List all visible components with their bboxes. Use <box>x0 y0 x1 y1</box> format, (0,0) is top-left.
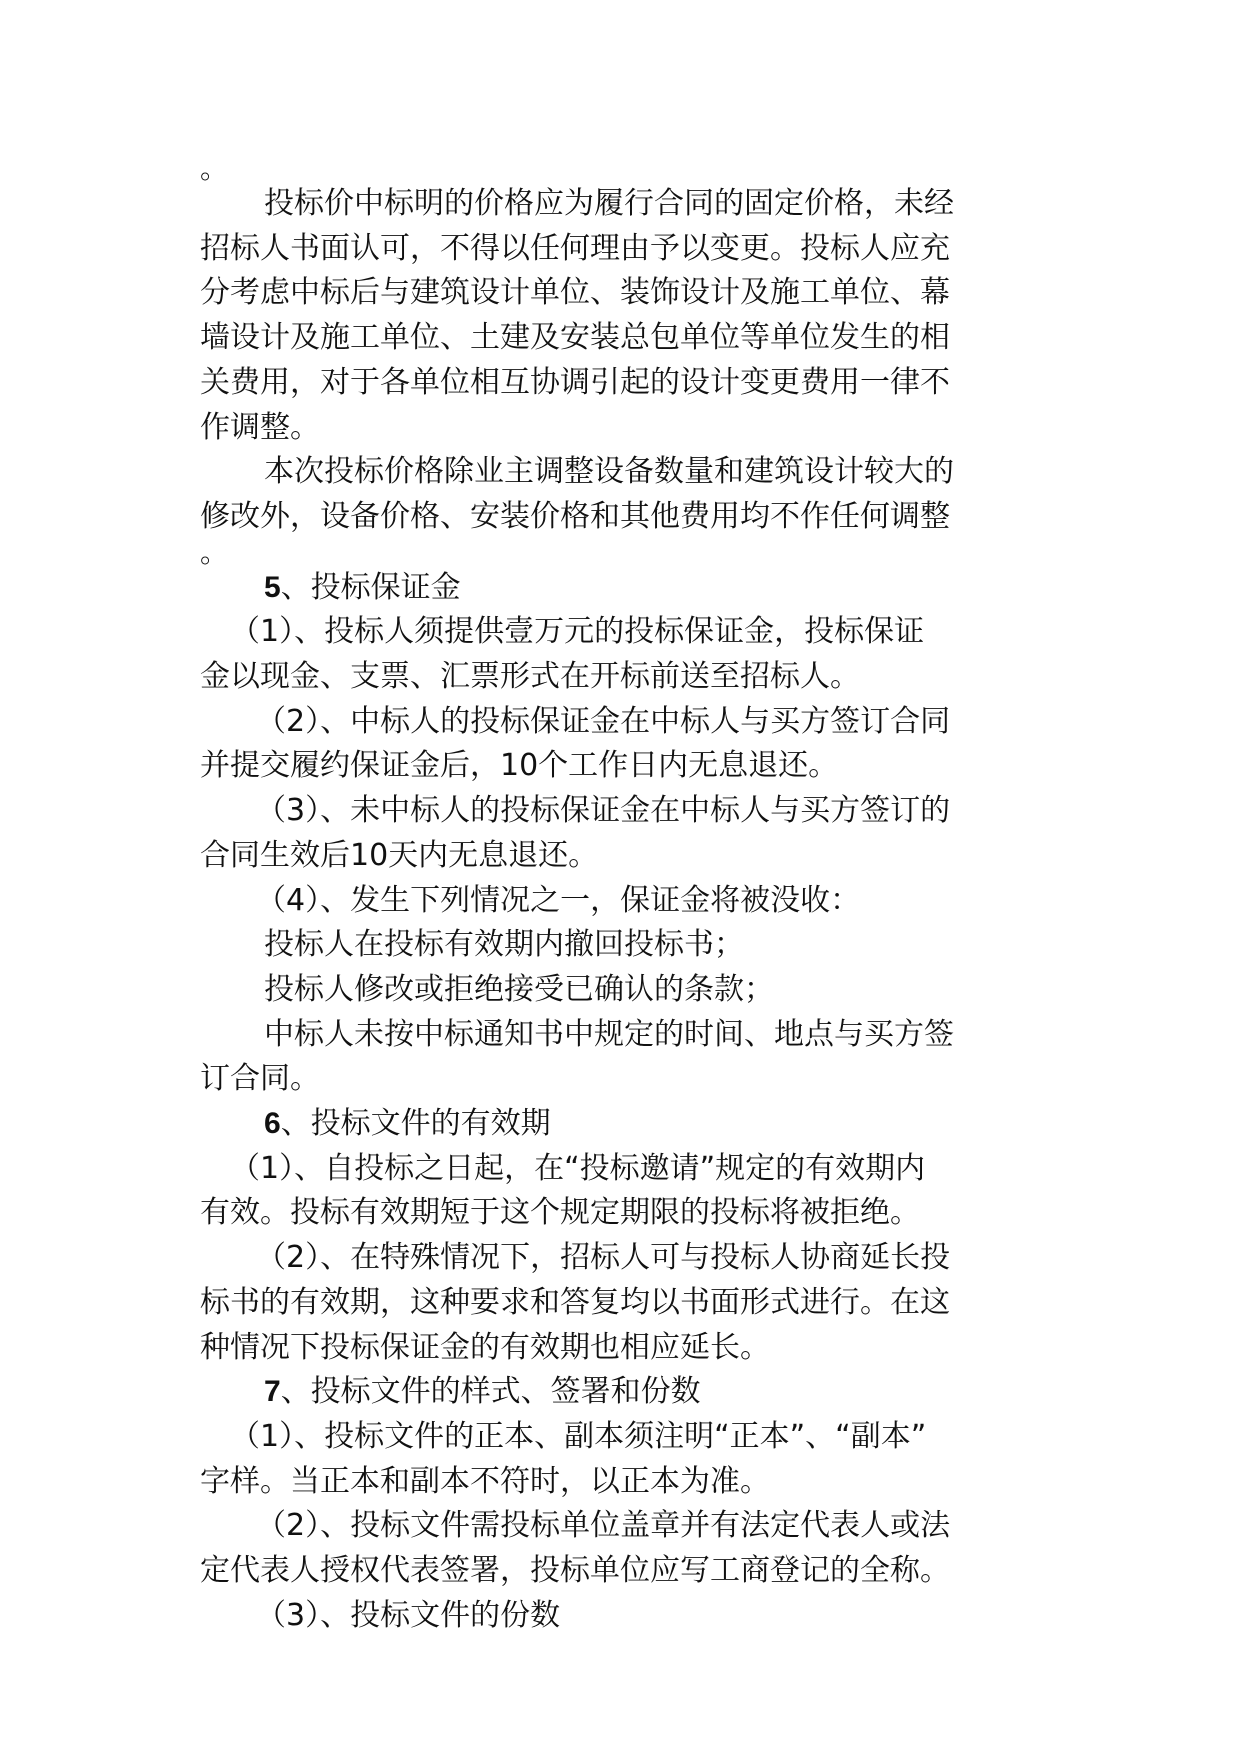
text-line: 并提交履约保证金后，10个工作日内无息退还。 <box>200 748 839 784</box>
text-line: 中标人未按中标通知书中规定的时间、地点与买方签 <box>264 1016 954 1052</box>
text-line: 分考虑中标后与建筑设计单位、装饰设计及施工单位、幕 <box>200 275 950 311</box>
section-number: 5 <box>264 570 281 604</box>
text-line: 招标人书面认可，不得以任何理由予以变更。投标人应充 <box>200 230 950 266</box>
section-heading-7 <box>200 1370 1040 1415</box>
text-line: 投标人修改或拒绝接受已确认的条款； <box>264 971 774 1007</box>
section-title: 、投标保证金 <box>280 569 461 605</box>
text-line: 合同生效后10天内无息退还。 <box>200 837 599 873</box>
text-line: 定代表人授权代表签署，投标单位应写工商登记的全称。 <box>200 1553 950 1589</box>
text-line: 有效。投标有效期短于这个规定期限的投标将被拒绝。 <box>200 1195 920 1231</box>
text-line: 种情况下投标保证金的有效期也相应延长。 <box>200 1329 770 1365</box>
text-line: （3）、投标文件的份数 <box>256 1597 561 1633</box>
text-line: 关费用，对于各单位相互协调引起的设计变更费用一律不 <box>200 364 950 400</box>
text-line: （4）、发生下列情况之一，保证金将被没收： <box>256 882 861 918</box>
text-line: 修改外，设备价格、安装价格和其他费用均不作任何调整 <box>200 498 950 534</box>
text-line: 字样。当正本和副本不符时，以正本为准。 <box>200 1463 770 1499</box>
text-line: 投标人在投标有效期内撤回投标书； <box>264 927 744 963</box>
section-title: 、投标文件的有效期 <box>280 1106 551 1142</box>
text-line: 。 <box>200 535 229 569</box>
section-heading-5 <box>200 566 1040 611</box>
text-line: 墙设计及施工单位、土建及安装总包单位等单位发生的相 <box>200 320 950 356</box>
text-line: （1）、投标文件的正本、副本须注明“正本”、“副本” <box>230 1418 927 1454</box>
text-line: （2）、投标文件需投标单位盖章并有法定代表人或法 <box>256 1508 951 1544</box>
text-line: （2）、中标人的投标保证金在中标人与买方签订合同 <box>256 703 951 739</box>
section-heading-6 <box>200 1102 1040 1147</box>
document-body <box>200 152 1040 1639</box>
text-line: 订合同。 <box>200 1061 320 1097</box>
text-line: 作调整。 <box>200 409 320 445</box>
text-line: （3）、未中标人的投标保证金在中标人与买方签订的 <box>256 793 951 829</box>
text-line: （2）、在特殊情况下，招标人可与投标人协商延长投 <box>256 1240 951 1276</box>
text-line: 投标价中标明的价格应为履行合同的固定价格，未经 <box>264 186 954 221</box>
text-line: 。 <box>200 152 229 185</box>
text-line: 标书的有效期，这种要求和答复均以书面形式进行。在这 <box>200 1284 950 1320</box>
text-line: 本次投标价格除业主调整设备数量和建筑设计较大的 <box>264 454 954 490</box>
text-line: （1）、投标人须提供壹万元的投标保证金，投标保证 <box>230 614 925 650</box>
text-line: （1）、自投标之日起，在“投标邀请”规定的有效期内 <box>230 1150 926 1186</box>
text-line: 金以现金、支票、汇票形式在开标前送至招标人。 <box>200 659 860 695</box>
section-title: 、投标文件的样式、签署和份数 <box>280 1374 701 1410</box>
section-number: 6 <box>264 1107 281 1141</box>
section-number: 7 <box>264 1375 281 1409</box>
